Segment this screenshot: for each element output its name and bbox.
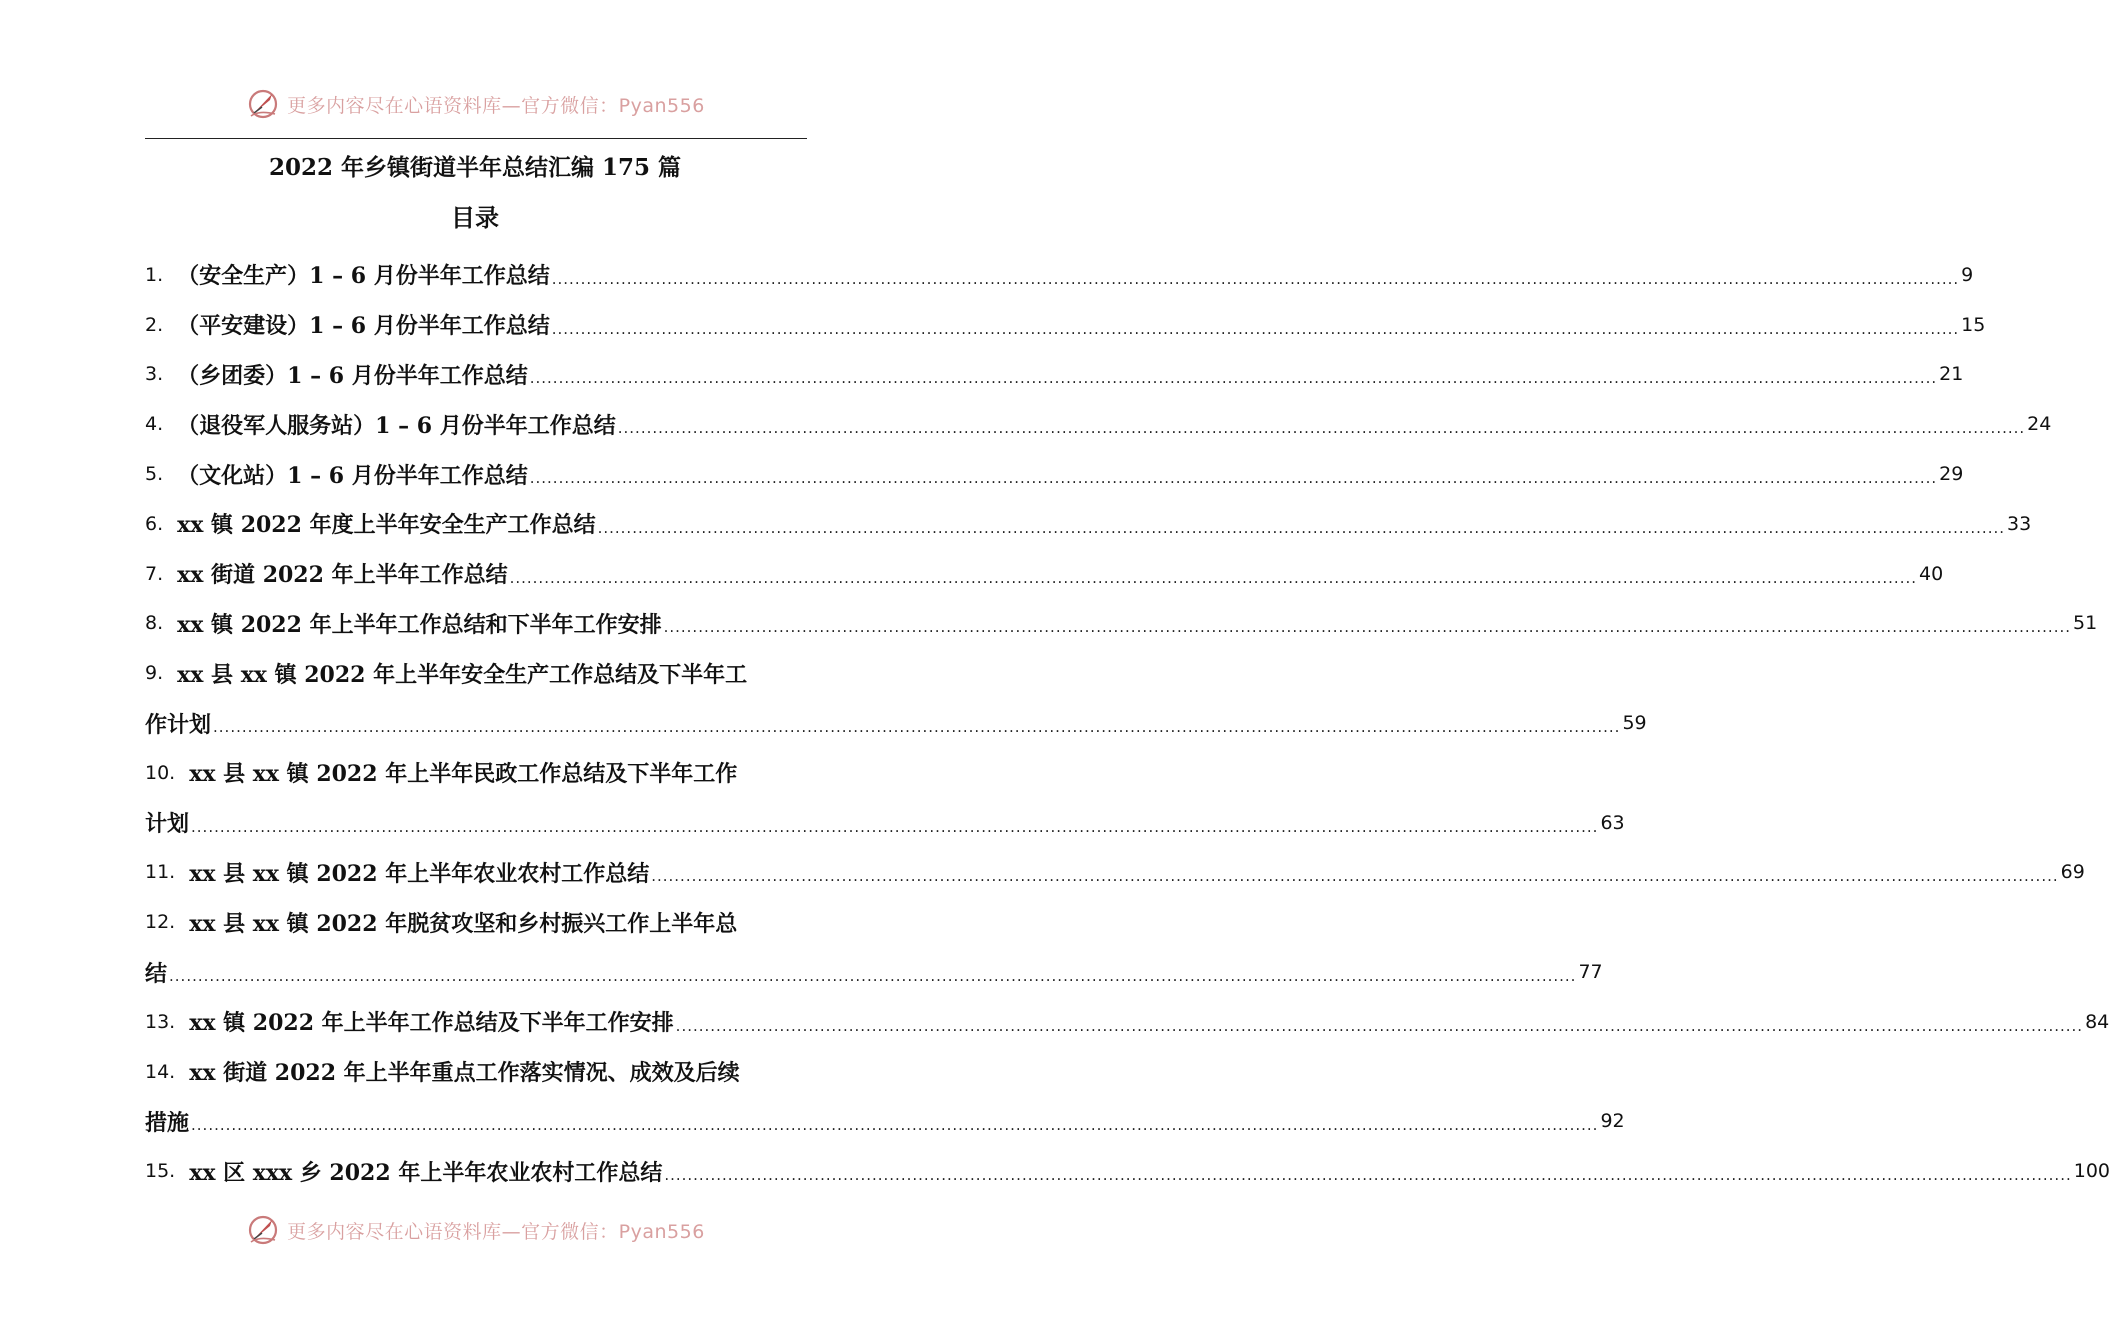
- toc-leader-dots: [598, 519, 2005, 537]
- toc-entry-title-cont: 措施: [145, 1109, 190, 1136]
- table-of-contents: [145, 250, 2110, 1196]
- toc-entry-page: 100: [2073, 1160, 2110, 1183]
- toc-entry[interactable]: [145, 599, 2098, 649]
- toc-entry-title: xx 镇 2022 年上半年工作总结及下半年工作安排: [189, 1010, 674, 1037]
- toc-entry-title: xx 镇 2022 年上半年工作总结和下半年工作安排: [177, 611, 662, 638]
- toc-entry-number: 14.: [145, 1060, 176, 1083]
- header-banner: [0, 84, 950, 124]
- toc-entry[interactable]: [145, 250, 1974, 300]
- toc-leader-dots: [664, 618, 2071, 636]
- toc-leader-dots: [552, 320, 1959, 338]
- toc-entry-title: （文化站）1 – 6 月份半年工作总结: [177, 462, 528, 489]
- toc-entry-page: 92: [1600, 1110, 1625, 1133]
- toc-entry-number: 6.: [145, 512, 164, 535]
- toc-entry-page: 33: [2007, 512, 2032, 535]
- toc-entry-number: 4.: [145, 413, 164, 436]
- toc-entry[interactable]: [145, 997, 2110, 1047]
- toc-entry[interactable]: [145, 549, 1944, 599]
- toc-entry-number: 12.: [145, 911, 176, 934]
- banner-text: 更多内容尽在心语资料库—官方微信：Pyan556: [287, 1220, 705, 1243]
- toc-entry[interactable]: [145, 1047, 850, 1097]
- toc-entry-page: 24: [2027, 413, 2052, 436]
- header-rule: [145, 138, 807, 139]
- footer-banner: [0, 1210, 950, 1250]
- toc-entry-title: （乡团委）1 – 6 月份半年工作总结: [177, 362, 528, 389]
- toc-entry[interactable]: [145, 897, 850, 947]
- toc-entry-number: 2.: [145, 313, 164, 336]
- toc-entry-title-cont: 作计划: [145, 711, 212, 738]
- toc-entry-title: xx 县 xx 镇 2022 年上半年民政工作总结及下半年工作: [189, 761, 738, 788]
- toc-entry-continuation[interactable]: [145, 698, 1647, 748]
- toc-entry-number: 1.: [145, 263, 164, 286]
- toc-entry-title: xx 街道 2022 年上半年重点工作落实情况、成效及后续: [189, 1060, 740, 1087]
- toc-entry[interactable]: [145, 848, 2085, 898]
- toc-leader-dots: [664, 1166, 2071, 1184]
- toc-entry-number: 10.: [145, 761, 176, 784]
- toc-entry[interactable]: [145, 350, 1964, 400]
- toc-entry[interactable]: [145, 300, 1986, 350]
- toc-entry-number: 13.: [145, 1010, 176, 1033]
- toc-entry-number: 3.: [145, 363, 164, 386]
- toc-leader-dots: [191, 818, 1598, 836]
- quill-pen-logo-icon: [245, 86, 281, 122]
- banner-text: 更多内容尽在心语资料库—官方微信：Pyan556: [287, 94, 705, 117]
- toc-entry-title: xx 镇 2022 年度上半年安全生产工作总结: [177, 512, 596, 539]
- toc-entry-page: 29: [1939, 463, 1964, 486]
- document-title: 2022 年乡镇街道半年总结汇编 175 篇: [268, 154, 682, 181]
- toc-entry-page: 9: [1961, 263, 1974, 286]
- toc-entry[interactable]: [145, 748, 850, 798]
- toc-entry-title: （退役军人服务站）1 – 6 月份半年工作总结: [177, 412, 616, 439]
- toc-leader-dots: [530, 369, 1937, 387]
- toc-entry-title: xx 县 xx 镇 2022 年上半年安全生产工作总结及下半年工: [177, 661, 748, 688]
- toc-entry-continuation[interactable]: [145, 798, 1625, 848]
- toc-leader-dots: [651, 867, 2058, 885]
- toc-entry-title: xx 县 xx 镇 2022 年上半年农业农村工作总结: [189, 860, 650, 887]
- quill-pen-logo-icon: [245, 1212, 281, 1248]
- toc-entry-page: 69: [2060, 861, 2085, 884]
- toc-leader-dots: [676, 1017, 2083, 1035]
- toc-entry-title: （平安建设）1 – 6 月份半年工作总结: [177, 313, 550, 340]
- toc-entry-title-cont: 计划: [145, 811, 190, 838]
- toc-entry-page: 59: [1622, 712, 1647, 735]
- toc-entry-title: （安全生产）1 – 6 月份半年工作总结: [177, 263, 550, 290]
- toc-leader-dots: [510, 569, 1917, 587]
- toc-leader-dots: [169, 967, 1576, 985]
- toc-entry-page: 63: [1600, 811, 1625, 834]
- toc-entry-title-cont: 结: [145, 960, 168, 987]
- toc-entry-page: 15: [1961, 313, 1986, 336]
- toc-entry-number: 9.: [145, 662, 164, 685]
- toc-entry-title: xx 街道 2022 年上半年工作总结: [177, 562, 508, 589]
- toc-entry-number: 8.: [145, 612, 164, 635]
- toc-entry-continuation[interactable]: [145, 1097, 1625, 1147]
- toc-leader-dots: [530, 469, 1937, 487]
- toc-entry-page: 51: [2073, 612, 2098, 635]
- toc-entry-number: 15.: [145, 1160, 176, 1183]
- toc-entry[interactable]: [145, 399, 2052, 449]
- toc-leader-dots: [618, 419, 2025, 437]
- toc-entry-page: 84: [2085, 1010, 2110, 1033]
- toc-entry-number: 11.: [145, 861, 176, 884]
- toc-heading: 目录: [451, 203, 499, 232]
- toc-entry[interactable]: [145, 499, 2032, 549]
- toc-entry-title: xx 县 xx 镇 2022 年脱贫攻坚和乡村振兴工作上半年总: [189, 910, 738, 937]
- toc-leader-dots: [213, 718, 1620, 736]
- toc-entry[interactable]: [145, 648, 850, 698]
- toc-leader-dots: [552, 270, 1959, 288]
- toc-entry-title: xx 区 xxx 乡 2022 年上半年农业农村工作总结: [189, 1159, 663, 1186]
- toc-entry-page: 21: [1939, 363, 1964, 386]
- toc-leader-dots: [191, 1116, 1598, 1134]
- toc-entry-page: 77: [1578, 961, 1603, 984]
- toc-entry[interactable]: [145, 1146, 2110, 1196]
- toc-entry-page: 40: [1919, 562, 1944, 585]
- toc-entry-number: 7.: [145, 562, 164, 585]
- toc-entry-number: 5.: [145, 463, 164, 486]
- toc-entry[interactable]: [145, 449, 1964, 499]
- toc-entry-continuation[interactable]: [145, 947, 1603, 997]
